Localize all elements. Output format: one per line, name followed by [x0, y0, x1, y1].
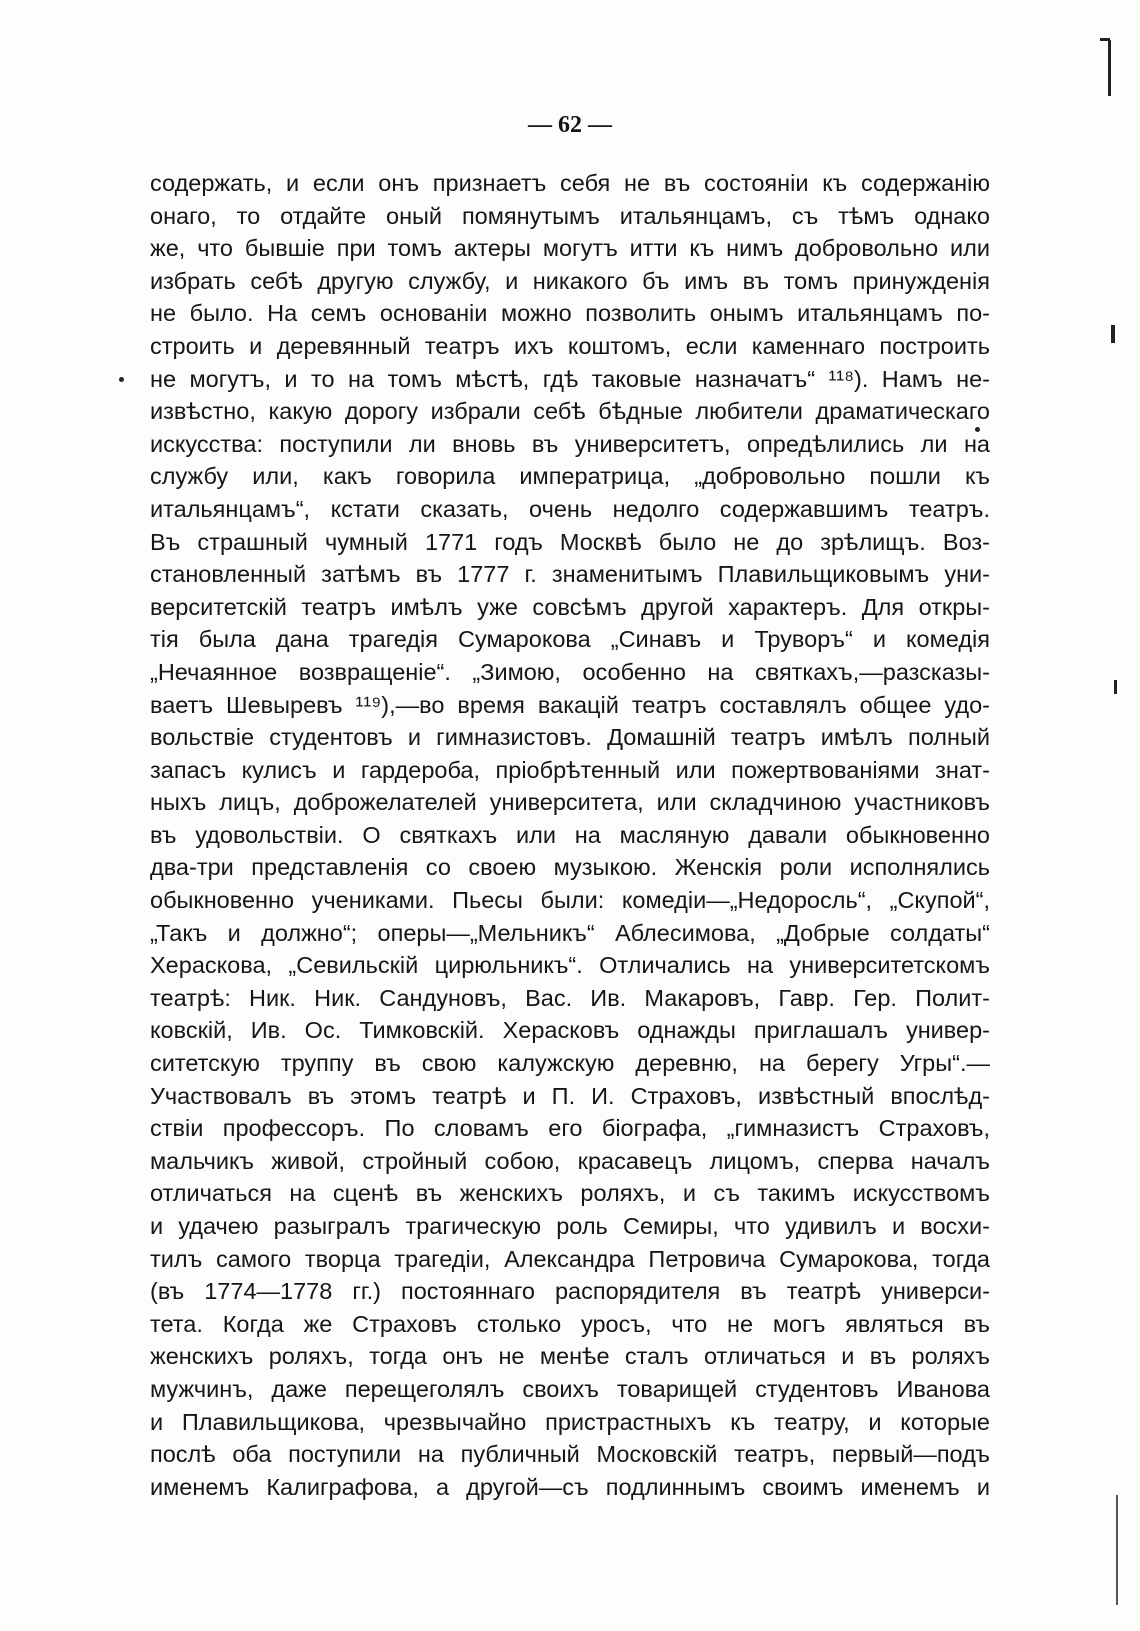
body-text	[150, 167, 990, 1503]
text-line: „Такъ и должно“; оперы—„Мельникъ“ Аблесимова, „Добрые солдаты“	[150, 919, 990, 946]
text-line: онаго, то отдайте оный помянутымъ итальянцамъ, съ тѣмъ однако	[150, 202, 990, 229]
text-line: запасъ кулисъ и гардероба, прiобрѣтенный или пожертвованiями знат-	[150, 756, 990, 783]
text-line: Въ страшный чумный 1771 годъ Москвѣ было не до зрѣлищъ. Воз-	[150, 528, 990, 555]
text-line: тилъ самого творца трагедiи, Александра Петровича Сумарокова, тогда	[150, 1245, 990, 1272]
text-line: и удачею разыгралъ трагическую роль Семиры, что удивилъ и восхи-	[150, 1213, 990, 1239]
text-line: становленный затѣмъ въ 1777 г. знаменитымъ Плавильщиковымъ уни-	[150, 561, 990, 588]
text-line: мужчинъ, даже перещеголялъ своихъ товарищей студентовъ Иванова	[150, 1375, 990, 1402]
text-line: содержать, и если онъ признаетъ себя не въ состоянiи къ содержанiю	[150, 170, 990, 196]
text-line: же, что бывшiе при томъ актеры могутъ итти къ нимъ добровольно или	[150, 235, 990, 262]
text-line: искусства: поступили ли вновь въ университетъ, опредѣлились ли на	[150, 430, 990, 457]
text-line: Участвовалъ въ этомъ театрѣ и П. И. Страховъ, извѣстный впослѣд-	[150, 1082, 990, 1109]
text-line: и Плавильщикова, чрезвычайно пристрастныхъ къ театру, и которые	[150, 1408, 990, 1435]
page-number: — 62 —	[528, 112, 612, 138]
text-line: въ удовольствiи. О святкахъ или на масляную давали обыкновенно	[150, 821, 990, 848]
text-line: женскихъ роляхъ, тогда онъ не менѣе сталъ отличаться и въ роляхъ	[150, 1343, 990, 1370]
text-line: театрѣ: Ник. Ник. Сандуновъ, Вас. Ив. Макаровъ, Гавр. Гер. Полит-	[150, 984, 990, 1011]
scan-edge-mark	[1111, 325, 1115, 343]
text-line: мальчикъ живой, стройный собою, красавецъ лицомъ, сперва началъ	[150, 1147, 990, 1174]
scan-edge-mark	[1116, 1495, 1118, 1605]
text-line: два-три представленiя со своею музыкою. Женскiя роли исполнялись	[150, 854, 990, 881]
text-line: тета. Когда же Страховъ столько уросъ, что не могъ являться въ	[150, 1310, 990, 1337]
text-line: именемъ Калиграфова, а другой—съ подлиннымъ своимъ именемъ и	[150, 1473, 990, 1500]
text-line: ствiи профессоръ. По словамъ его бiографа, „гимназистъ Страховъ,	[150, 1115, 990, 1142]
text-line: ныхъ лицъ, доброжелателей университета, или складчиною участниковъ	[150, 789, 990, 816]
text-line: избрать себѣ другую службу, и никакого бъ имъ въ томъ принужденiя	[150, 267, 990, 294]
text-line: обыкновенно учениками. Пьесы были: комедiи—„Недоросль“, „Скупой“,	[150, 887, 990, 914]
scan-edge-mark	[1108, 40, 1111, 96]
text-line: „Нечаянное возвращенiе“. „Зимою, особенно на святкахъ,—разсказы-	[150, 658, 990, 685]
text-line: (въ 1774—1778 гг.) постояннаго распорядителя въ театрѣ универси-	[150, 1278, 990, 1305]
text-line: ваетъ Шевыревъ ¹¹⁹),—во время вакацiй театръ составлялъ общее удо-	[150, 691, 990, 718]
text-line: извѣстно, какую дорогу избрали себѣ бѣдные любители драматическаго	[150, 398, 990, 425]
text-line: службу или, какъ говорила императрица, „добровольно пошли къ	[150, 463, 990, 490]
text-line: Хераскова, „Севильскiй цирюльникъ“. Отличались на университетскомъ	[150, 952, 990, 979]
text-line: верситетскiй театръ имѣлъ уже совсѣмъ другой характеръ. Для откры-	[150, 593, 990, 620]
text-line: тiя была дана трагедiя Сумарокова „Синавъ и Труворъ“ и комедiя	[150, 626, 990, 653]
text-line: ситетскую труппу въ свою калужскую деревню, на берегу Угры“.—	[150, 1050, 990, 1077]
text-line: вольствiе студентовъ и гимназистовъ. Домашнiй театръ имѣлъ полный	[150, 724, 990, 751]
scan-speck	[119, 377, 124, 382]
scan-edge-mark	[1114, 680, 1117, 694]
text-line: строить и деревянный театръ ихъ коштомъ, если каменнаго построить	[150, 332, 990, 359]
text-line: не могутъ, и то на томъ мѣстѣ, гдѣ таковые назначатъ“ ¹¹⁸). Намъ не-	[150, 365, 990, 392]
text-line: послѣ оба поступили на публичный Московскiй театръ, первый—подъ	[150, 1441, 990, 1468]
text-line: не было. На семъ основанiи можно позволить онымъ итальянцамъ по-	[150, 300, 990, 327]
text-line: отличаться на сценѣ въ женскихъ роляхъ, и съ такимъ искусствомъ	[150, 1180, 990, 1207]
text-line: итальянцамъ“, кстати сказать, очень недолго содержавшимъ театръ.	[150, 495, 990, 522]
text-line: ковскiй, Ив. Ос. Тимковскiй. Херасковъ однажды приглашалъ универ-	[150, 1017, 990, 1044]
